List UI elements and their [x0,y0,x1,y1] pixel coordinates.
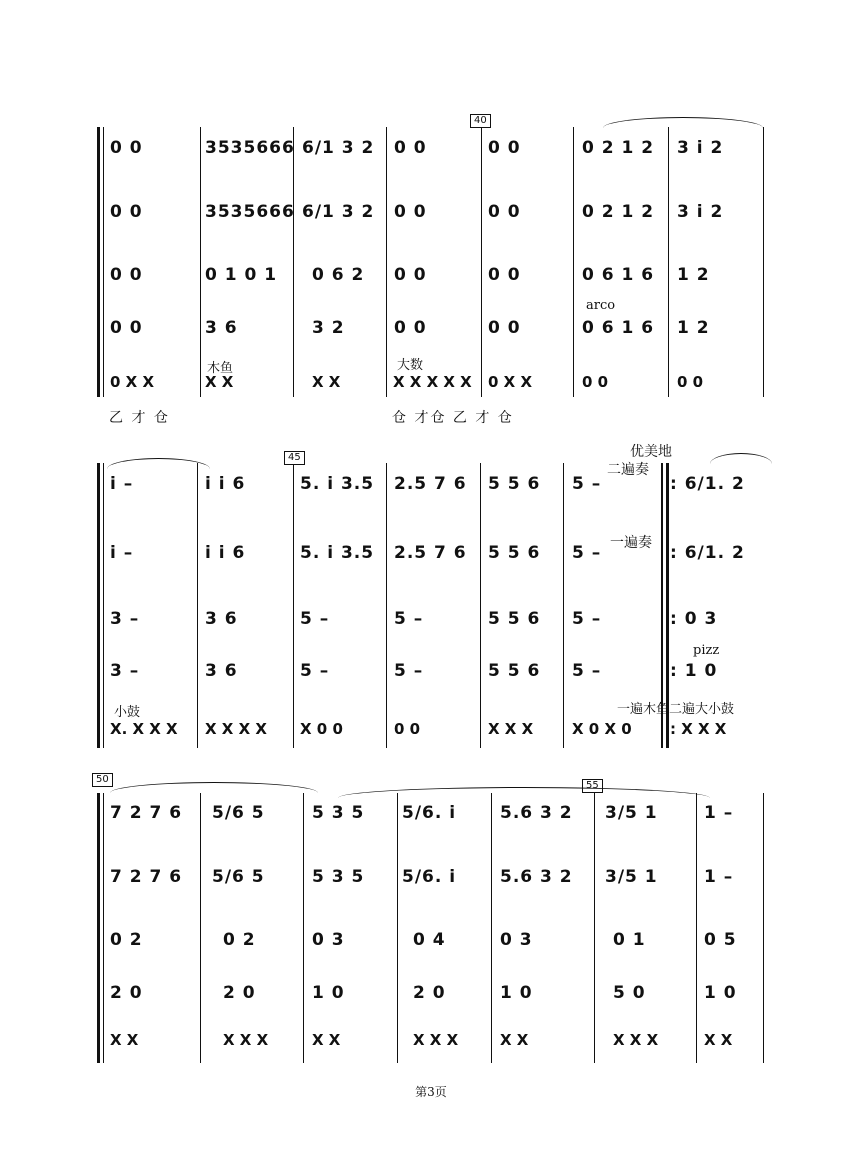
system-bracket-inner [103,127,104,397]
measure-number: 50 [92,773,113,787]
percussion-cell: X X X X X [393,373,472,391]
phrase-slur [603,117,763,128]
barline [397,793,398,1063]
note-cell: 5 – [572,543,602,563]
note-cell: 1 0 [312,983,345,1003]
measure-number: 40 [470,114,491,128]
note-cell: 0 0 [110,265,143,285]
note-cell: : 6/1. 2 [670,543,745,563]
note-cell: 2.5 7 6 [394,474,467,494]
percussion-cell: X 0 0 [300,720,343,738]
percussion-cell: 0 X X [110,373,155,391]
note-cell: 0 0 [110,138,143,158]
note-cell: 7 2 7 6 [110,867,183,887]
percussion-cell: X X [312,1031,341,1049]
system-bracket-inner [103,793,104,1063]
note-cell: 0 2 1 2 [582,138,655,158]
repeat-instruction: 一遍木鱼二遍大小鼓 [617,702,735,717]
percussion-cell: X X X X [205,720,267,738]
note-cell: : 1 0 [670,661,718,681]
note-cell: 1 2 [677,265,710,285]
percussion-cell: 0 0 [677,373,704,391]
note-cell: 3 i 2 [677,202,724,222]
note-cell: i – [110,474,134,494]
note-cell: 5. i 3.5 [300,543,375,563]
barline [386,127,387,397]
percussion-cell: X X [704,1031,733,1049]
barline [763,127,764,397]
note-cell: 0 2 [223,930,256,950]
percussion-cell: X. X X X [110,720,178,738]
note-cell: 1 0 [500,983,533,1003]
pizz-marking: pizz [693,643,720,658]
note-cell: 0 0 [394,318,427,338]
system-bracket-inner [103,463,104,748]
repeat-instruction: 二遍奏 [607,462,649,478]
note-cell: 5. i 3.5 [300,474,375,494]
note-cell: 5 – [572,609,602,629]
note-cell: 3 – [110,661,140,681]
system-bracket [97,793,100,1063]
percussion-cell: X X [312,373,341,391]
note-cell: 0 6 1 6 [582,265,655,285]
note-cell: 3 i 2 [677,138,724,158]
note-cell: 0 0 [394,138,427,158]
measure-number: 55 [582,779,603,793]
percussion-cell: X X X [223,1031,269,1049]
note-cell: : 6/1. 2 [670,474,745,494]
note-cell: 2 0 [223,983,256,1003]
page-number: 第3页 [415,1085,447,1099]
phrase-slur [110,782,318,793]
barline [563,463,564,748]
barline [491,793,492,1063]
phrase-slur [338,787,710,798]
note-cell: : 0 3 [670,609,718,629]
note-cell: 5/6. i [402,867,457,887]
note-cell: 1 0 [704,983,737,1003]
note-cell: 5/6 5 [212,803,265,823]
note-cell: 0 5 [704,930,737,950]
percussion-cell: X X [500,1031,529,1049]
instrument-annotation: 木鱼 [207,361,234,376]
note-cell: 5 – [572,661,602,681]
repeat-instruction: 一遍奏 [610,535,652,551]
barline [293,463,294,748]
note-cell: 5 – [394,661,424,681]
note-cell: i i 6 [205,474,246,494]
barline [763,793,764,1063]
note-cell: 0 2 [110,930,143,950]
note-cell: 1 2 [677,318,710,338]
note-cell: 5 5 6 [488,609,541,629]
note-cell: 2 0 [110,983,143,1003]
percussion-cell: 0 0 [582,373,609,391]
note-cell: 5.6 3 2 [500,803,573,823]
note-cell: 5 3 5 [312,803,365,823]
percussion-cell: X X X [488,720,534,738]
note-cell: 6/1 3 2 [302,138,375,158]
note-cell: 6/1 3 2 [302,202,375,222]
note-cell: 1 – [704,867,734,887]
note-cell: 3535666 [205,138,295,158]
note-cell: 0 0 [110,318,143,338]
note-cell: i – [110,543,134,563]
note-cell: 5 5 6 [488,661,541,681]
percussion-cell: 0 X X [488,373,533,391]
note-cell: 0 0 [488,265,521,285]
note-cell: 0 0 [110,202,143,222]
note-cell: 0 1 0 1 [205,265,278,285]
note-cell: 0 6 1 6 [582,318,655,338]
note-cell: 5/6. i [402,803,457,823]
note-cell: 0 6 2 [312,265,365,285]
note-cell: 0 1 [613,930,646,950]
note-cell: 0 0 [488,202,521,222]
note-cell: 3/5 1 [605,803,658,823]
note-cell: 5 3 5 [312,867,365,887]
note-cell: 0 0 [488,138,521,158]
percussion-cell: X X X [413,1031,459,1049]
note-cell: 3 6 [205,609,238,629]
barline [200,127,201,397]
note-cell: i i 6 [205,543,246,563]
barline [200,793,201,1063]
phrase-slur [107,458,210,469]
barline [573,127,574,397]
barline [481,127,482,397]
barline [303,793,304,1063]
barline [293,127,294,397]
instrument-annotation: 大数 [397,358,424,373]
note-cell: 3 6 [205,318,238,338]
note-cell: 5.6 3 2 [500,867,573,887]
percussion-cell: X X [110,1031,139,1049]
note-cell: 5/6 5 [212,867,265,887]
barline [386,463,387,748]
percussion-cell: X X X [613,1031,659,1049]
barline [696,793,697,1063]
note-cell: 5 5 6 [488,543,541,563]
phrase-slur [710,453,772,464]
note-cell: 0 4 [413,930,446,950]
note-cell: 0 2 1 2 [582,202,655,222]
note-cell: 3535666 [205,202,295,222]
percussion-cell: : X X X [670,720,727,738]
note-cell: 2 0 [413,983,446,1003]
expression-marking: 优美地 [630,444,672,460]
system-bracket [97,463,100,748]
note-cell: 5 – [300,609,330,629]
percussion-cell: X X [205,373,234,391]
note-cell: 7 2 7 6 [110,803,183,823]
note-cell: 5 – [394,609,424,629]
note-cell: 3/5 1 [605,867,658,887]
note-cell: 0 0 [488,318,521,338]
note-cell: 5 – [572,474,602,494]
note-cell: 0 0 [394,265,427,285]
barline [594,793,595,1063]
arco-marking: arco [586,298,616,313]
percussion-cell: 0 0 [394,720,421,738]
note-cell: 3 – [110,609,140,629]
note-cell: 5 0 [613,983,646,1003]
note-cell: 1 – [704,803,734,823]
barline [480,463,481,748]
note-cell: 3 2 [312,318,345,338]
note-cell: 3 6 [205,661,238,681]
barline [668,127,669,397]
note-cell: 2.5 7 6 [394,543,467,563]
instrument-annotation: 小鼓 [114,705,141,720]
note-cell: 0 3 [500,930,533,950]
system-bracket [97,127,100,397]
barline [197,463,198,748]
gong-syllables: 乙 才 仓 [109,410,170,426]
measure-number: 45 [284,451,305,465]
note-cell: 5 5 6 [488,474,541,494]
note-cell: 5 – [300,661,330,681]
gong-syllables: 仓 才仓 乙 才 仓 [392,410,514,426]
note-cell: 0 0 [394,202,427,222]
note-cell: 0 3 [312,930,345,950]
percussion-cell: X 0 X 0 [572,720,632,738]
